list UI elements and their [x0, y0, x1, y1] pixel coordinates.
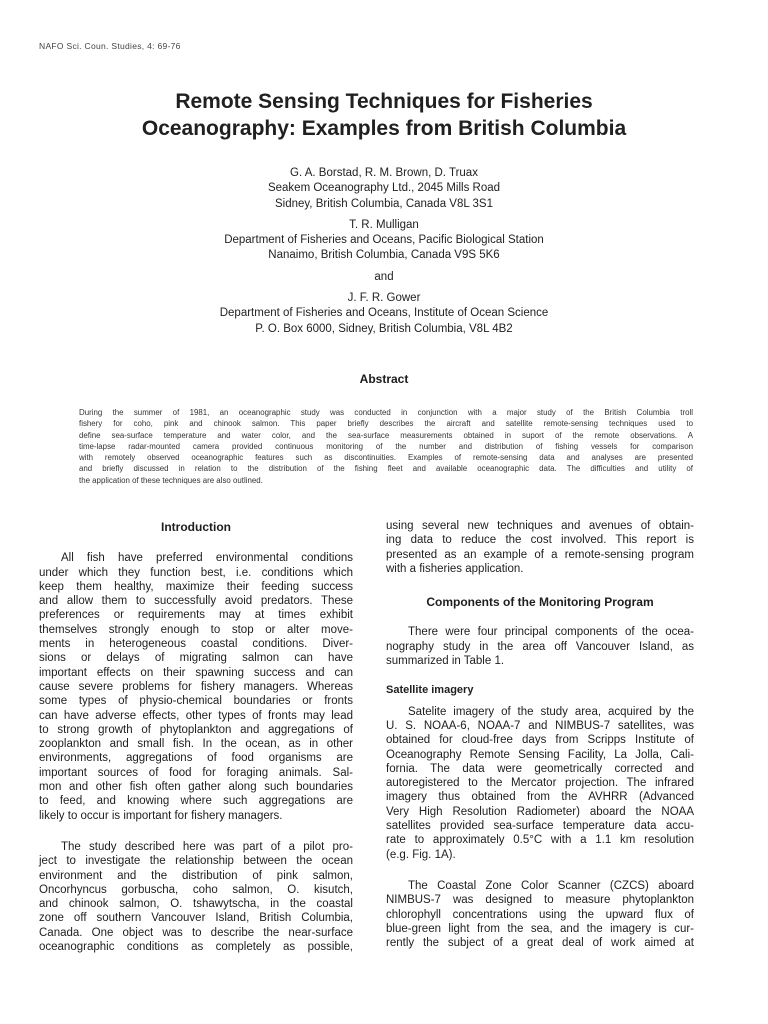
title-line-1: Remote Sensing Techniques for Fisheries [175, 90, 593, 113]
affiliation-address: Seakem Oceanography Ltd., 2045 Mills Road [267, 182, 501, 195]
text-line: can have adverse effects, other types of fronts may lead [39, 709, 353, 722]
author-names-1: G. A. Borstad, R. M. Brown, D. Truax [290, 167, 478, 179]
text-line: obtained for cloud-free days from Scripps Institute of [386, 734, 694, 747]
abstract-line: define sea-surface temperature and water color, and the sea-surface measurements obtained in suport of the remote observations. A [79, 430, 693, 440]
abstract-line: with remotely observed oceanographic features such as discontinuities. Examples of remote-sensing data and analyses are presented [79, 453, 693, 463]
text-line: cause severe problems for fishery managers. Whereas [39, 680, 353, 693]
abstract-line: the application of these techniques are also outlined. [79, 475, 263, 485]
text-line: summarized in Table 1. [386, 655, 505, 668]
text-line: The Coastal Zone Color Scanner (CZCS) aboard [408, 879, 694, 892]
subsection-heading-satellite: Satellite imagery [386, 684, 474, 697]
text-line: ject to investigate the relationship between the ocean [39, 855, 353, 868]
text-line: fornia. The data were geometrically corrected and [386, 762, 694, 775]
affiliation-city: Nanaimo, British Columbia, Canada V9S 5K6 [268, 249, 500, 262]
text-line: important effects on their spawning success and can [39, 666, 353, 679]
author-names-3: J. F. R. Gower [347, 292, 421, 305]
text-line: some types of physio-chemical boundaries or fronts [39, 695, 353, 708]
left-column [39, 519, 353, 954]
text-line: important sources of food for foraging animals. Sal- [39, 766, 353, 779]
text-line: preferences or requirements may at times exhibit [39, 609, 353, 622]
affiliation-city: Sidney, British Columbia, Canada V8L 3S1 [275, 197, 493, 210]
text-line: sions or delays of migrating salmon can have [39, 652, 353, 665]
affiliation-address: Department of Fisheries and Oceans, Pacific Biological Station [224, 234, 544, 247]
text-line: Satelite imagery of the study area, acquired by the [408, 705, 694, 718]
abstract-line: fishery for coho, pink and chinook salmon. This paper briefly describes the aircraft and satellite remote-sensing techniques used to [79, 419, 693, 429]
author-separator: and [374, 270, 394, 283]
abstract-line: and briefly discussed in relation to the distribution of the fishing fleet and available oceanographic data. The difficulties and utility of [79, 464, 693, 474]
text-line: chlorophyll concentrations using the upward flux of [386, 908, 694, 921]
paper-title [0, 88, 768, 142]
text-line: U. S. NOAA-6, NOAA-7 and NIMBUS-7 satellites, was [386, 719, 694, 732]
text-line: imagery thus obtained from the AVHRR (Advanced [386, 791, 694, 804]
author-block [0, 166, 768, 337]
abstract-line: time-lapse radar-mounted camera provided continuous monitoring of the number and distribution of fishing vessels for comparison [79, 441, 693, 451]
text-line: satellites provided sea-surface temperature data accu- [386, 820, 694, 833]
text-line: ments in heterogeneous coastal conditions. Diver- [39, 638, 353, 651]
text-line: mon and other fish often gather along such boundaries [39, 781, 353, 794]
text-line: using several new techniques and avenues of obtain- [386, 520, 694, 532]
text-line: zooplankton and small fish. In the ocean, as in other [39, 738, 353, 751]
abstract-line: During the summer of 1981, an oceanographic study was conducted in conjunction with a major study of the British Columbia troll [79, 408, 693, 417]
text-line: to feed, and knowing where such aggregations are [39, 795, 353, 808]
abstract-body [79, 407, 693, 486]
text-line: Very High Resolution Radiometer) aboard the NOAA [386, 805, 694, 818]
text-line: autoregistered to the Mercator projection. The infrared [386, 777, 694, 790]
components-paragraph [386, 625, 694, 668]
text-line: ing data to reduce the cost involved. This report is [386, 534, 694, 547]
intro-paragraph-1 [39, 551, 353, 823]
czcs-paragraph [386, 879, 694, 950]
section-heading-introduction: Introduction [161, 520, 231, 534]
text-line: nography study in the area off Vancouver Island, as [386, 640, 694, 653]
intro-paragraph-continued [386, 519, 694, 576]
title-line-2: Oceanography: Examples from British Columbia [141, 117, 627, 140]
text-line: All fish have preferred environmental conditions [61, 552, 353, 565]
section-heading-components: Components of the Monitoring Program [426, 595, 654, 610]
text-line: and chinook salmon, O. tshawytscha, in the coastal [39, 898, 353, 911]
intro-paragraph-2 [39, 840, 353, 954]
text-line: themselves strongly enough to stop or alter move- [39, 623, 353, 636]
text-line: blue-green light from the sea, and the imagery is cur- [386, 922, 694, 935]
text-line: keep them healthy, maximize their feeding success [39, 580, 353, 593]
text-line: Oceanography Remote Sensing Facility, La Jolla, Cali- [386, 748, 694, 761]
text-line: rate to approximately 0.5°C with a 1.1 km resolution [386, 834, 694, 847]
text-line: Oncorhyncus gorbuscha, coho salmon, O. kisutch, [39, 883, 353, 896]
text-line: environments, aggregations of food organisms are [39, 752, 353, 765]
journal-reference: NAFO Sci. Coun. Studies, 4: 69-76 [39, 41, 181, 51]
text-line: Canada. One object was to describe the near-surface [39, 926, 353, 939]
text-line: oceanographic conditions as completely as possible, [39, 941, 353, 954]
text-line: The study described here was part of a pilot pro- [61, 840, 353, 853]
text-line: likely to occur is important for fishery managers. [39, 809, 283, 822]
text-line: rently the subject of a great deal of work aimed at [386, 937, 694, 950]
affiliation-city: P. O. Box 6000, Sidney, British Columbia, V8L 4B2 [255, 322, 513, 335]
satellite-paragraph [386, 705, 694, 862]
text-line: zone off southern Vancouver Island, British Columbia, [39, 912, 353, 925]
text-line: environment and the distribution of pink salmon, [39, 869, 353, 882]
author-names-2: T. R. Mulligan [349, 218, 419, 231]
text-line: (e.g. Fig. 1A). [386, 848, 456, 861]
right-column [386, 519, 694, 950]
affiliation-address: Department of Fisheries and Oceans, Institute of Ocean Science [219, 307, 549, 320]
text-line: NIMBUS-7 was designed to measure phytoplankton [386, 894, 694, 907]
text-line: presented as an example of a remote-sensing program [386, 548, 694, 561]
text-line: with a fisheries application. [386, 562, 524, 575]
text-line: There were four principal components of the ocea- [408, 626, 694, 639]
text-line: and allow them to successfully avoid predators. These [39, 595, 353, 608]
text-line: to strong growth of phytoplankton and aggregations of [39, 723, 353, 736]
text-line: under which they function best, i.e. conditions which [39, 566, 353, 579]
abstract-heading: Abstract [359, 372, 409, 386]
